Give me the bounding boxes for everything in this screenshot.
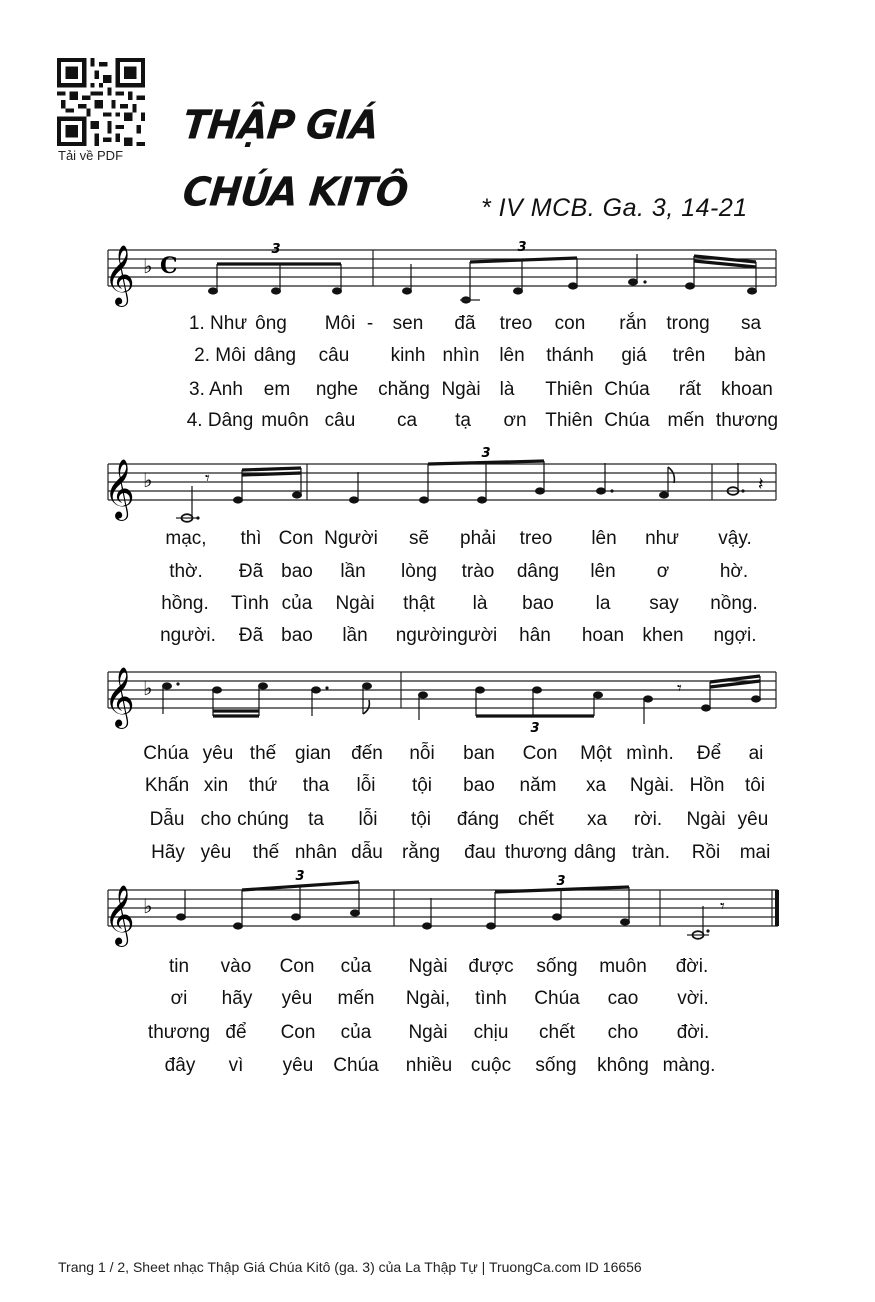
- lyric-syllable: Tình: [230, 593, 270, 614]
- lyric-syllable: nhìn: [442, 345, 480, 366]
- lyric-syllable: của: [340, 956, 372, 977]
- lyric-syllable: 3. Anh: [189, 379, 243, 400]
- triplet-mark: 3: [295, 869, 305, 884]
- lyric-syllable: câu: [318, 345, 350, 366]
- flat-key-icon: ♭: [143, 468, 153, 492]
- lyric-syllable: tin: [168, 956, 190, 977]
- lyric-syllable: vào: [220, 956, 252, 977]
- lyric-syllable: thì: [240, 528, 262, 549]
- lyric-syllable: lên: [499, 345, 525, 366]
- lyric-syllable: được: [468, 956, 514, 977]
- lyric-syllable: rắn: [619, 313, 647, 334]
- lyric-line-2-2: [0, 561, 875, 589]
- treble-clef-icon: 𝄞: [104, 245, 135, 305]
- lyric-syllable: tình: [475, 988, 507, 1009]
- lyric-syllable: trên: [672, 345, 706, 366]
- lyric-syllable: đây: [164, 1055, 196, 1076]
- lyric-syllable: người: [446, 625, 498, 646]
- lyric-syllable: cho: [200, 809, 232, 830]
- page-footer: Trang 1 / 2, Sheet nhạc Thập Giá Chúa Kitô (ga. 3) của La Thập Tự | TruongCa.com ID 16656: [58, 1259, 642, 1275]
- triplet-mark: 3: [517, 240, 527, 255]
- lyric-line-1-1: [0, 313, 875, 341]
- lyric-syllable: mai: [739, 842, 771, 863]
- lyric-syllable: lên: [590, 561, 616, 582]
- scripture-reference: * IV MCB. Ga. 3, 14-21: [481, 194, 748, 222]
- lyric-syllable: chết: [518, 809, 554, 830]
- lyric-syllable: vì: [228, 1055, 244, 1076]
- lyric-syllable: dâng: [516, 561, 560, 582]
- lyric-syllable: Ngài: [335, 593, 375, 614]
- lyric-syllable: câu: [324, 410, 356, 431]
- qr-code-icon[interactable]: [56, 58, 146, 146]
- staff-system-4: [0, 868, 875, 952]
- lyric-syllable: dẫu: [351, 842, 383, 863]
- lyric-syllable: em: [263, 379, 291, 400]
- lyric-line-4-3: [0, 1022, 875, 1050]
- lyric-syllable: đã: [454, 313, 476, 334]
- lyric-line-3-3: [0, 809, 875, 837]
- lyric-syllable: mạc,: [165, 528, 207, 549]
- time-signature: C: [160, 253, 178, 279]
- lyric-syllable: hoan: [581, 625, 625, 646]
- lyric-syllable: khen: [642, 625, 684, 646]
- lyric-syllable: gian: [295, 743, 331, 764]
- lyric-syllable: hân: [519, 625, 551, 646]
- lyric-syllable: Con: [279, 956, 315, 977]
- lyric-syllable: bao: [281, 625, 313, 646]
- lyric-syllable: ta: [308, 809, 324, 830]
- lyric-syllable: Rồi: [691, 842, 721, 863]
- lyric-syllable: rời.: [633, 809, 663, 830]
- lyric-syllable: tạ: [455, 410, 471, 431]
- lyric-syllable: năm: [519, 775, 557, 796]
- lyric-syllable: tha: [302, 775, 330, 796]
- lyric-syllable: thế: [249, 743, 277, 764]
- lyric-syllable: Thiên: [545, 410, 593, 431]
- lyric-syllable: không: [597, 1055, 649, 1076]
- lyric-line-3-1: [0, 743, 875, 771]
- lyric-syllable: sa: [740, 313, 762, 334]
- lyric-syllable: con: [554, 313, 586, 334]
- lyric-syllable: chịu: [473, 1022, 509, 1043]
- lyric-syllable: Con: [522, 743, 558, 764]
- lyric-line-2-3: [0, 593, 875, 621]
- lyric-syllable: yêu: [737, 809, 769, 830]
- lyric-syllable: Khấn: [144, 775, 190, 796]
- lyric-syllable: lên: [591, 528, 617, 549]
- lyric-line-4-1: [0, 956, 875, 984]
- lyric-syllable: kinh: [390, 345, 426, 366]
- lyric-syllable: thánh: [546, 345, 594, 366]
- lyric-syllable: thờ.: [169, 561, 203, 582]
- lyric-syllable: trào: [461, 561, 495, 582]
- lyric-syllable: tội: [411, 775, 433, 796]
- lyric-syllable: Môi: [324, 313, 356, 334]
- lyric-syllable: Con: [280, 1022, 316, 1043]
- lyric-syllable: thật: [403, 593, 435, 614]
- lyric-syllable: mến: [337, 988, 375, 1009]
- lyric-syllable: là: [499, 379, 515, 400]
- lyric-syllable: xa: [585, 775, 607, 796]
- treble-clef-icon: 𝄞: [104, 885, 135, 945]
- lyric-syllable: sen: [392, 313, 424, 334]
- lyric-syllable: thứ: [248, 775, 278, 796]
- lyric-syllable: yêu: [281, 988, 313, 1009]
- triplet-mark: 3: [556, 874, 566, 889]
- lyric-syllable: cho: [607, 1022, 639, 1043]
- lyric-syllable: ơ: [656, 561, 670, 582]
- lyric-syllable: Ngài: [686, 809, 726, 830]
- lyric-syllable: yêu: [282, 1055, 314, 1076]
- lyric-syllable: 2. Môi: [194, 345, 246, 366]
- lyric-line-4-4: [0, 1055, 875, 1083]
- lyric-syllable: Chúa: [604, 410, 650, 431]
- lyric-syllable: Đã: [238, 561, 264, 582]
- lyric-line-2-1: [0, 528, 875, 556]
- song-title-line-2: CHÚA KITÔ: [180, 168, 410, 216]
- lyric-line-2-4: [0, 625, 875, 653]
- lyric-syllable: vậy.: [718, 528, 752, 549]
- lyric-syllable: ơi: [170, 988, 188, 1009]
- download-pdf-link[interactable]: Tải về PDF: [58, 148, 124, 163]
- lyric-syllable: yêu: [200, 842, 232, 863]
- lyric-line-1-3: [0, 379, 875, 407]
- triplet-mark: 3: [530, 721, 540, 736]
- lyric-syllable: đời.: [675, 956, 709, 977]
- lyric-syllable: xa: [586, 809, 608, 830]
- staff-system-2: [0, 446, 875, 530]
- lyric-syllable: nồng.: [710, 593, 758, 614]
- lyric-syllable: treo: [519, 528, 553, 549]
- lyric-line-4-2: [0, 988, 875, 1016]
- lyric-syllable: nghe: [315, 379, 359, 400]
- lyric-syllable: sẽ: [408, 528, 430, 549]
- treble-clef-icon: 𝄞: [104, 667, 135, 727]
- lyric-syllable: khoan: [721, 379, 773, 400]
- lyric-syllable: đến: [351, 743, 383, 764]
- lyric-syllable: của: [340, 1022, 372, 1043]
- lyric-syllable: ơn: [503, 410, 527, 431]
- lyric-syllable: đời.: [676, 1022, 710, 1043]
- lyric-syllable: ca: [396, 410, 418, 431]
- lyric-syllable: chúng: [237, 809, 289, 830]
- staff-system-3: [0, 656, 875, 740]
- lyric-syllable: đau: [464, 842, 496, 863]
- lyric-syllable: Ngài: [441, 379, 481, 400]
- lyric-syllable: bao: [281, 561, 313, 582]
- song-title-line-1: THẬP GIÁ: [180, 101, 381, 149]
- lyric-syllable: Đã: [238, 625, 264, 646]
- lyric-syllable: cuộc: [470, 1055, 512, 1076]
- lyric-syllable: muôn: [261, 410, 309, 431]
- lyric-syllable: Một: [580, 743, 612, 764]
- eighth-rest-icon: 𝄾: [720, 896, 725, 917]
- staff-system-1: [0, 228, 875, 312]
- flat-key-icon: ♭: [143, 676, 153, 700]
- lyric-syllable: tràn.: [631, 842, 671, 863]
- lyric-syllable: thương: [504, 842, 568, 863]
- lyric-syllable: ngợi.: [713, 625, 757, 646]
- lyric-syllable: của: [281, 593, 313, 614]
- lyric-syllable: tội: [410, 809, 432, 830]
- lyric-syllable: bàn: [734, 345, 766, 366]
- lyric-syllable: nhiều: [405, 1055, 453, 1076]
- lyric-syllable: Ngài: [408, 1022, 448, 1043]
- lyric-line-3-2: [0, 775, 875, 803]
- lyric-syllable: Để: [696, 743, 722, 764]
- lyric-syllable: bao: [522, 593, 554, 614]
- lyric-syllable: dâng: [253, 345, 297, 366]
- lyric-syllable: chăng: [378, 379, 430, 400]
- lyric-syllable: hờ.: [719, 561, 749, 582]
- lyric-syllable: ban: [463, 743, 495, 764]
- lyric-syllable: Chúa: [604, 379, 650, 400]
- lyric-syllable: -: [366, 313, 374, 334]
- lyric-syllable: lỗi: [358, 809, 378, 830]
- lyric-syllable: rất: [678, 379, 702, 400]
- lyric-syllable: giá: [621, 345, 647, 366]
- lyric-line-3-4: [0, 842, 875, 870]
- lyric-syllable: là: [472, 593, 488, 614]
- lyric-syllable: Chúa: [333, 1055, 379, 1076]
- lyric-syllable: yêu: [202, 743, 234, 764]
- lyric-syllable: lòng: [401, 561, 437, 582]
- lyric-syllable: chết: [539, 1022, 575, 1043]
- lyric-syllable: muôn: [599, 956, 647, 977]
- lyric-syllable: rằng: [401, 842, 441, 863]
- triplet-mark: 3: [271, 242, 281, 257]
- lyric-line-1-2: [0, 345, 875, 373]
- lyric-syllable: Người: [324, 528, 378, 549]
- lyric-syllable: 1. Như: [188, 313, 248, 334]
- lyric-syllable: 4. Dâng: [186, 410, 254, 431]
- lyric-syllable: mình.: [626, 743, 674, 764]
- lyric-syllable: la: [595, 593, 611, 614]
- lyric-syllable: treo: [499, 313, 533, 334]
- lyric-syllable: sống: [536, 956, 578, 977]
- lyric-syllable: vời.: [677, 988, 709, 1009]
- lyric-syllable: lần: [342, 625, 368, 646]
- lyric-syllable: ai: [748, 743, 764, 764]
- lyric-syllable: lỗi: [356, 775, 376, 796]
- lyric-syllable: xin: [203, 775, 229, 796]
- lyric-syllable: người.: [160, 625, 216, 646]
- lyric-syllable: phải: [460, 528, 496, 549]
- lyric-syllable: Con: [278, 528, 314, 549]
- lyric-syllable: như: [645, 528, 679, 549]
- triplet-mark: 3: [481, 446, 491, 461]
- lyric-syllable: lần: [340, 561, 366, 582]
- lyric-syllable: Dẫu: [149, 809, 185, 830]
- lyric-syllable: Ngài.: [629, 775, 675, 796]
- lyric-syllable: tôi: [744, 775, 766, 796]
- treble-clef-icon: 𝄞: [104, 459, 135, 519]
- flat-key-icon: ♭: [143, 894, 153, 918]
- lyric-syllable: để: [225, 1022, 247, 1043]
- lyric-syllable: say: [649, 593, 679, 614]
- lyric-syllable: thế: [252, 842, 280, 863]
- lyric-syllable: dâng: [573, 842, 617, 863]
- lyric-syllable: Ngài: [408, 956, 448, 977]
- eighth-rest-icon: 𝄾: [677, 678, 682, 699]
- lyric-syllable: nhân: [294, 842, 338, 863]
- lyric-syllable: hãy: [221, 988, 253, 1009]
- lyric-syllable: nỗi: [409, 743, 435, 764]
- lyric-syllable: thương: [147, 1022, 211, 1043]
- lyric-syllable: ông: [255, 313, 287, 334]
- lyric-syllable: bao: [463, 775, 495, 796]
- lyric-line-1-4: [0, 410, 875, 438]
- lyric-syllable: thương: [715, 410, 779, 431]
- lyric-syllable: sống: [535, 1055, 577, 1076]
- lyric-syllable: Thiên: [545, 379, 593, 400]
- lyric-syllable: màng.: [662, 1055, 716, 1076]
- lyric-syllable: cao: [607, 988, 639, 1009]
- quarter-rest-icon: 𝄽: [758, 474, 764, 495]
- flat-key-icon: ♭: [143, 254, 153, 278]
- lyric-syllable: Chúa: [534, 988, 580, 1009]
- eighth-rest-icon: 𝄾: [205, 468, 210, 489]
- lyric-syllable: người: [395, 625, 447, 646]
- lyric-syllable: mến: [667, 410, 705, 431]
- lyric-syllable: Ngài,: [405, 988, 451, 1009]
- lyric-syllable: Hãy: [151, 842, 185, 863]
- lyric-syllable: đáng: [456, 809, 500, 830]
- lyric-syllable: hồng.: [161, 593, 209, 614]
- lyric-syllable: trong: [666, 313, 710, 334]
- lyric-syllable: Chúa: [143, 743, 189, 764]
- lyric-syllable: Hồn: [689, 775, 725, 796]
